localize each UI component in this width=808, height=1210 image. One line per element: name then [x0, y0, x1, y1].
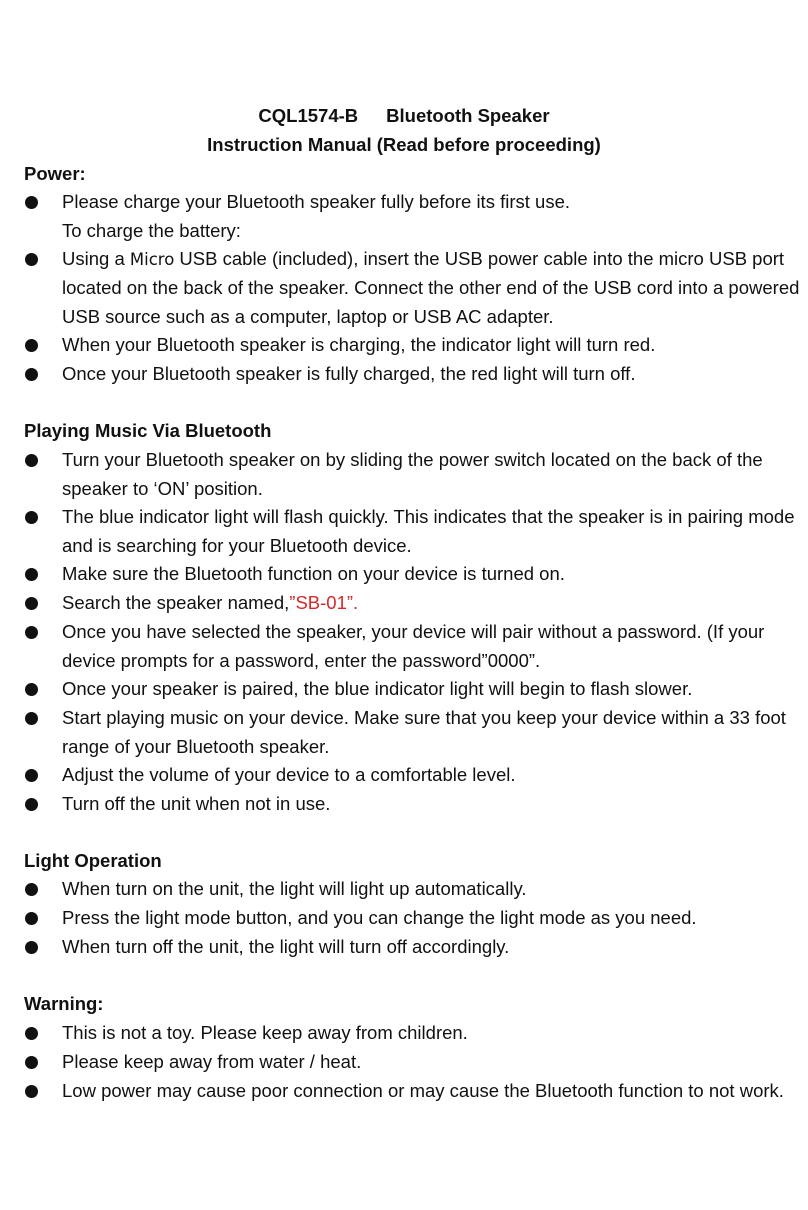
playing-item-8: Adjust the volume of your device to a comfortable level.: [62, 764, 516, 785]
document-title: [0, 104, 808, 128]
bullet-icon: [25, 253, 38, 266]
power-item-2-line-2: located on the back of the speaker. Connect the other end of the USB cord into a powered: [62, 277, 800, 298]
bullet-icon: [25, 912, 38, 925]
document-subtitle: Instruction Manual (Read before proceeding): [207, 134, 601, 155]
bullet-icon: [25, 196, 38, 209]
playing-item-2-line-2: and is searching for your Bluetooth device.: [62, 535, 412, 556]
light-item-2: Press the light mode button, and you can change the light mode as you need.: [62, 907, 697, 928]
speaker-name-highlight: ”SB-01”.: [289, 592, 359, 613]
bullet-icon: [25, 339, 38, 352]
bullet-icon: [25, 941, 38, 954]
bullet-icon: [25, 1027, 38, 1040]
power-item-1: Please charge your Bluetooth speaker fully before its first use.: [62, 191, 570, 212]
power-item-1-continuation: To charge the battery:: [62, 220, 241, 241]
bullet-icon: [25, 368, 38, 381]
section-heading-light-operation: Light Operation: [24, 850, 162, 871]
playing-item-2-line-1: The blue indicator light will flash quickly. This indicates that the speaker is in pairing mode: [62, 506, 795, 527]
bullet-icon: [25, 626, 38, 639]
light-item-1: When turn on the unit, the light will light up automatically.: [62, 878, 527, 899]
power-item-2-rest: USB cable (included), insert the USB power cable into the micro USB port: [174, 248, 785, 269]
playing-item-7-line-1: Start playing music on your device. Make sure that you keep your device within a 33 foot: [62, 707, 786, 728]
playing-item-3: Make sure the Bluetooth function on your device is turned on.: [62, 563, 565, 584]
playing-item-5-line-2: device prompts for a password, enter the password”0000”.: [62, 650, 541, 671]
playing-item-4-prefix: Search the speaker named,: [62, 592, 290, 613]
section-heading-warning: Warning:: [24, 993, 104, 1014]
playing-item-1-line-2: speaker to ‘ON’ position.: [62, 478, 263, 499]
product-name: Bluetooth Speaker: [386, 105, 550, 126]
section-heading-power: Power:: [24, 163, 86, 184]
bullet-icon: [25, 568, 38, 581]
playing-item-9: Turn off the unit when not in use.: [62, 793, 331, 814]
playing-item-7-line-2: range of your Bluetooth speaker.: [62, 736, 330, 757]
bullet-icon: [25, 769, 38, 782]
bullet-icon: [25, 511, 38, 524]
bullet-icon: [25, 597, 38, 610]
playing-item-1-line-1: Turn your Bluetooth speaker on by sliding the power switch located on the back of the: [62, 449, 763, 470]
warning-item-1: This is not a toy. Please keep away from children.: [62, 1022, 468, 1043]
playing-item-5-line-1: Once you have selected the speaker, your device will pair without a password. (If your: [62, 621, 765, 642]
power-item-3: When your Bluetooth speaker is charging, the indicator light will turn red.: [62, 334, 656, 355]
playing-item-6: Once your speaker is paired, the blue indicator light will begin to flash slower.: [62, 678, 693, 699]
bullet-icon: [25, 798, 38, 811]
bullet-icon: [25, 712, 38, 725]
warning-item-3: Low power may cause poor connection or may cause the Bluetooth function to not work.: [62, 1080, 784, 1101]
playing-item-4: [62, 591, 358, 615]
bullet-icon: [25, 1056, 38, 1069]
bullet-icon: [25, 683, 38, 696]
warning-item-2: Please keep away from water / heat.: [62, 1051, 362, 1072]
power-item-2-prefix: Using a: [62, 248, 130, 269]
light-item-3: When turn off the unit, the light will turn off accordingly.: [62, 936, 510, 957]
bullet-icon: [25, 454, 38, 467]
section-heading-playing-music: Playing Music Via Bluetooth: [24, 420, 272, 441]
power-item-2-line-1: [62, 247, 784, 272]
power-item-4: Once your Bluetooth speaker is fully charged, the red light will turn off.: [62, 363, 636, 384]
bullet-icon: [25, 883, 38, 896]
power-item-2-micro: Micro: [129, 250, 175, 269]
power-item-2-line-3: USB source such as a computer, laptop or USB AC adapter.: [62, 306, 554, 327]
bullet-icon: [25, 1085, 38, 1098]
model-number: CQL1574-B: [258, 105, 359, 126]
